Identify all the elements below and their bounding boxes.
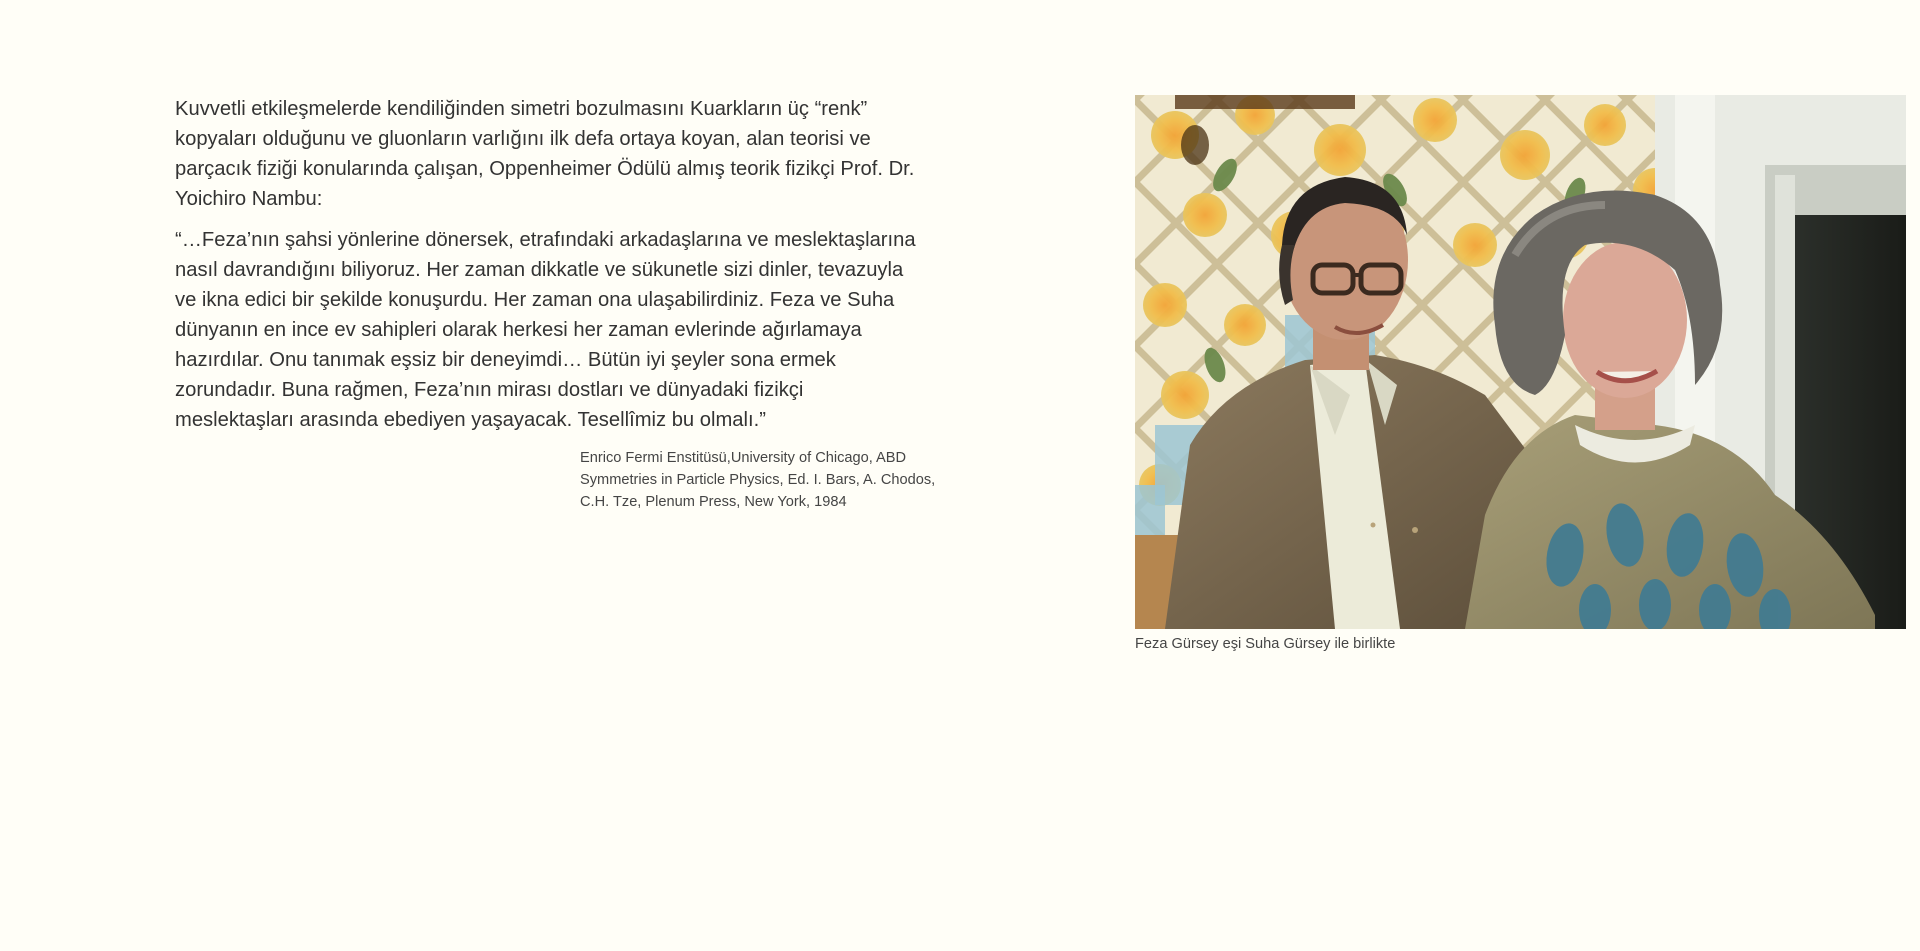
quote-line: meslektaşları arasında ebediyen yaşayacak. Tesellîmiz bu olmalı.”: [175, 409, 766, 431]
text-column: [175, 94, 955, 513]
photo-caption: Feza Gürsey eşi Suha Gürsey ile birlikte: [1135, 636, 1396, 652]
couple-photo: [1135, 95, 1906, 629]
intro-line: kopyaları olduğunu ve gluonların varlığını ilk defa ortaya koyan, alan teorisi ve: [175, 128, 871, 150]
quote-line: dünyanın en ince ev sahipleri olarak herkesi her zaman evlerinde ağırlamaya: [175, 319, 862, 341]
intro-paragraph: [175, 94, 955, 214]
nambu-quote: [175, 225, 955, 435]
quote-citation: [580, 447, 955, 513]
intro-line: parçacık fiziği konularında çalışan, Oppenheimer Ödülü almış teorik fizikçi Prof. Dr.: [175, 158, 915, 180]
citation-line: Enrico Fermi Enstitüsü,University of Chicago, ABD: [580, 450, 907, 466]
quote-line: zorundadır. Buna rağmen, Feza’nın mirası dostları ve dünyadaki fizikçi: [175, 379, 804, 401]
quote-line: ve ikna edici bir şekilde konuşurdu. Her zaman ona ulaşabilirdiniz. Feza ve Suha: [175, 289, 895, 311]
quote-line: hazırdılar. Onu tanımak eşsiz bir deneyimdi… Bütün iyi şeyler sona ermek: [175, 349, 836, 371]
quote-line: nasıl davrandığını biliyoruz. Her zaman dikkatle ve sükunetle sizi dinler, tevazuyla: [175, 259, 904, 281]
quote-line: “…Feza’nın şahsi yönlerine dönersek, etrafındaki arkadaşlarına ve meslektaşlarına: [175, 229, 916, 251]
intro-line: Yoichiro Nambu:: [175, 188, 323, 210]
photo-figure: [1135, 95, 1906, 654]
citation-line: C.H. Tze, Plenum Press, New York, 1984: [580, 494, 847, 510]
citation-line: Symmetries in Particle Physics, Ed. I. Bars, A. Chodos,: [580, 472, 936, 488]
intro-line: Kuvvetli etkileşmelerde kendiliğinden simetri bozulmasını Kuarkların üç “renk”: [175, 98, 868, 120]
